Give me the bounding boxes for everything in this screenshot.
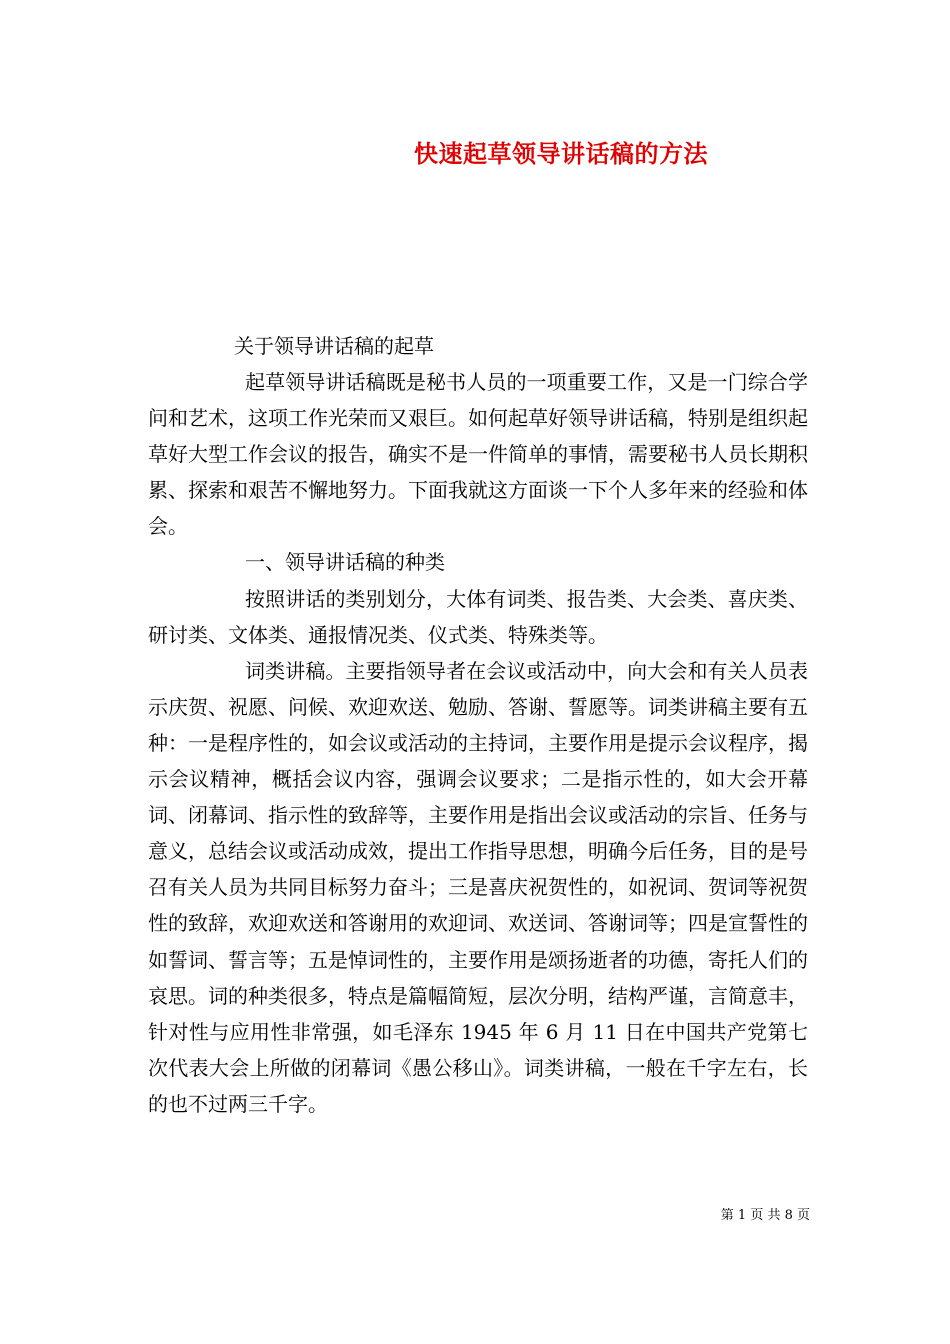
- document-body: [148, 364, 808, 1122]
- section-heading: 关于领导讲话稿的起草: [234, 334, 434, 358]
- paragraph-intro: 起草领导讲话稿既是秘书人员的一项重要工作，又是一门综合学问和艺术，这项工作光荣而又艰巨。如何起草好领导讲话稿，特别是组织起草好大型工作会议的报告，确实不是一件简单的事情，需要秘书人员长期积累、探索和艰苦不懈地努力。下面我就这方面谈一下个人多年来的经验和体会。: [148, 370, 808, 539]
- subheading-speech-types: 一、领导讲话稿的种类: [245, 550, 445, 575]
- page-footer: 第 1 页 共 8 页: [720, 1208, 810, 1223]
- paragraph-classification: 按照讲话的类别划分，大体有词类、报告类、大会类、喜庆类、研讨类、文体类、通报情况类、仪式类、特殊类等。: [148, 586, 808, 647]
- paragraph-ci-lei: 词类讲稿。主要指领导者在会议或活动中，向大会和有关人员表示庆贺、祝愿、问候、欢迎欢送、勉励、答谢、誓愿等。词类讲稿主要有五种：一是程序性的，如会议或活动的主持词，主要作用是提示会议程序，揭示会议精神，概括会议内容，强调会议要求；二是指示性的，如大会开幕词、闭幕词、指示性的致辞等，主要作用是指出会议或活动的宗旨、任务与意义，总结会议或活动成效，提出工作指导思想，明确今后任务，目的是号召有关人员为共同目标努力奋斗；三是喜庆祝贺性的，如祝词、贺词等祝贺性的致辞，欢迎欢送和答谢用的欢迎词、欢送词、答谢词等；四是宣誓性的如誓词、誓言等；五是悼词性的，主要作用是颂扬逝者的功德，寄托人们的哀思。词的种类很多，特点是篇幅简短，层次分明，结构严谨，言简意丰，针对性与应用性非常强，如毛泽东 1945 年 6 月 11 日在中国共产党第七次代表大会上所做的闭幕词《愚公移山》。词类讲稿，一般在千字左右，长的也不过两三千字。: [148, 658, 808, 1116]
- document-title: 快速起草领导讲话稿的方法: [414, 139, 708, 168]
